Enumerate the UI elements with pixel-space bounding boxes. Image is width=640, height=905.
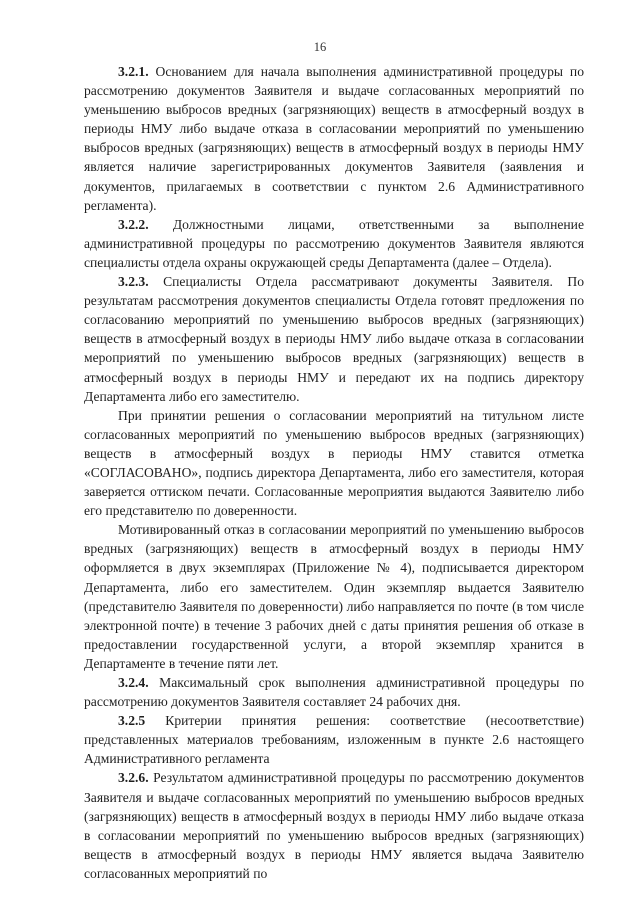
paragraph-3-2-1: [84, 62, 584, 215]
paragraph-3-2-2: [84, 215, 584, 272]
paragraph-refusal: [84, 520, 584, 673]
paragraph-number: 3.2.1.: [118, 64, 149, 79]
paragraph-3-2-6: [84, 768, 584, 883]
paragraph-number: 3.2.4.: [118, 675, 149, 690]
paragraph-text: Результатом административной процедуры по рассмотрению документов Заявителя и выдаче согласованных мероприятий по уменьшению выбросов вредных (загрязняющих) веществ в атмосферный воздух в периоды НМУ либо выдаче отказа в согласовании мероприятий по уменьшению выбросов вредных (загрязняющих) веществ в атмосферный воздух в периоды НМУ является выдача Заявителю согласованных мероприятий по: [84, 770, 585, 881]
paragraph-text: Критерии принятия решения: соответствие (несоответствие) представленных материалов требованиям, изложенным в пункте 2.6 настоящего Административного регламента: [84, 713, 584, 767]
paragraph-text: При принятии решения о согласовании мероприятий на титульном листе согласованных мероприятий по уменьшению выбросов вредных (загрязняющих) веществ в атмосферный воздух в периоды НМУ ставится отметка «СОГЛАСОВАНО», подпись директора Департамента, либо его заместителя, которая заверяется оттиском печати. Согласованные мероприятия выдаются Заявителю либо его представителю по доверенности.: [84, 407, 584, 519]
paragraph-number: 3.2.6.: [118, 770, 149, 786]
paragraph-approval: [84, 406, 584, 521]
paragraph-text: Основанием для начала выполнения административной процедуры по рассмотрению документов Заявителя и выдаче согласованных мероприятий по уменьшению выбросов вредных (загрязняющих) веществ в атмосферный воздух в периоды НМУ либо выдаче отказа в согласовании мероприятий по уменьшению выбросов вредных (загрязняющих) веществ в атмосферный воздух в периоды НМУ является наличие зарегистрированных документов Заявителя (заявления и документов, прилагаемых в соответствии с пунктом 2.6 Административного регламента).: [84, 64, 584, 213]
paragraph-number: 3.2.3.: [118, 274, 149, 290]
paragraph-number: 3.2.2.: [118, 216, 149, 232]
paragraph-number: 3.2.5: [118, 713, 146, 729]
paragraph-text: Максимальный срок выполнения административной процедуры по рассмотрению документов Заявителя составляет 24 рабочих дня.: [84, 675, 584, 710]
paragraph-3-2-5: [84, 711, 584, 768]
document-body: [84, 62, 584, 883]
paragraph-text: Должностными лицами, ответственными за выполнение административной процедуры по рассмотрению документов Заявителя являются специалисты отдела охраны окружающей среды Департамента (далее – Отдела).: [84, 216, 584, 270]
paragraph-text: Мотивированный отказ в согласовании мероприятий по уменьшению выбросов вредных (загрязняющих) веществ в атмосферный воздух в периоды НМУ оформляется в двух экземплярах (Приложение № 4), подписывается директором Департамента, либо его заместителем. Один экземпляр выдается Заявителю (представителю Заявителя по доверенности) либо направляется по почте (в том числе электронной почте) в течение 3 рабочих дней с даты принятия решения об отказе в предоставлении государственной услуги, а второй экземпляр хранится в Департаменте в течение пяти лет.: [84, 522, 584, 671]
page-number: 16: [313, 40, 327, 54]
paragraph-3-2-4: [84, 673, 584, 711]
paragraph-3-2-3: [84, 272, 584, 406]
paragraph-text: Специалисты Отдела рассматривают документы Заявителя. По результатам рассмотрения документов специалисты Отдела готовят предложения по согласованию мероприятий по уменьшению выбросов вредных (загрязняющих) веществ в атмосферный воздух в периоды НМУ либо выдаче отказа в согласовании мероприятий по уменьшению выбросов вредных (загрязняющих) веществ в атмосферный воздух в периоды НМУ и передают их на подпись директору Департамента либо его заместителю.: [84, 274, 584, 404]
